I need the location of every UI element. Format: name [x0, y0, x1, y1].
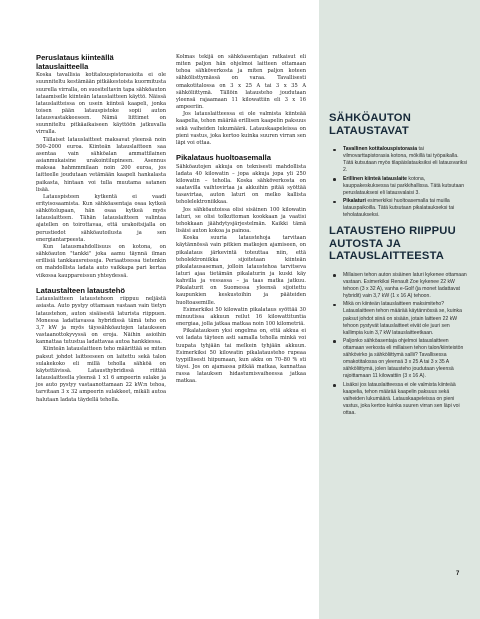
text-column-left	[36, 54, 166, 404]
paragraph: Koska tavallisia kotitalouspistorasioita ei ole suunniteltu kestämään pitkäkestoista kuormitusta suurella virralla, on suositeltavin tapa sähköauton lataamiselle kiinteän latauslaitteen käyttö. Näissä latauslaitteissa on usein kiinteä kaapeli, jonka toisen pään latauspistoke sopii auton latausvastakkeeseen. Nämä liittimet on suunniteltu pitkäaikaiseen käyttöön jatkuvalla virralla.	[36, 72, 166, 136]
list-item: Pikalaturi esimerkiksi huoltoasemalla tai muilla latauspaikoilla. Tätä kutsutaan pikalataukseksi tai teholataukseksi.	[329, 198, 470, 219]
paragraph: Pikalatauksen yksi ongelma on, että akkua ei voi ladata täyteen asti samalla teholla minkä voi tuupata tyhjään tai melkein tyhjään akkuun. Esimerkiksi 50 kilowatin pikalatausteho rupeaa tyypillisesti hiipumaan, kun akku on 70–80 % sti täysi. Jos on ajamassa pitkää matkaa, kannattaa rassa latauksen hidastumisvaiheessa jatkaa matkaa.	[176, 328, 306, 385]
sidebar-heading: SÄHKÖAUTON LATAUSTAVAT	[329, 112, 411, 137]
paragraph: Koska suuria lataustehoja tarvitaan käytännössä vain pitkien matkojen ajamiseen, on pikalataus järkevintä toteuttaa niin, että teholektroniikka sijoitetaan kiinteän pikalatausaseman, jolloin lataustehoa tarvitseva laturi ajaa tietämän pikalaturin ja kuski käy kahvilla ja vessassa – ja taas matka jatkuu. Pikalaturit on Suomessa yleensä sijoitettu kaupunkien keskustoihin ja pääteiden huoltoasemille.	[176, 235, 306, 306]
paragraph: Jos latauslaitteessa ei ole valmista kiinteää kaapelia, tehon määrää erillisen kaapelin paksuus sekä vaiheiden lukumäärä. Latauskaapeleissa on pieni vastus, joka kertoo kuinka suuren virran sen läpi voi ottaa.	[176, 111, 306, 146]
paragraph: Latauspisteen kytkentä ei vaadi erityisosaamista. Kun sähköasentaja osaa kytkeä sähkötolupaan, hän osaa kytkeä myös latauslaitteen. Tähän latauslaitteen valintaa ajatellen on toirottavaa, että urakoitsijalla on perustiedot sähköautoilusta ja sen energiantarpeesta.	[36, 193, 166, 243]
text-column-middle	[176, 54, 306, 385]
info-sidebar	[319, 0, 480, 619]
paragraph: Kiinteän latauslaitteen teho määrittää se miten paksut johdot laitteeseen on laitettu sekä talon sulakekoko eli millä teholla sähköä on käytettävissä. Latausthybridissä riittää latauslaitteella yleensä 1 x1 6 ampeerin sulake ja jos auto pystyy vastaanottamaan 22 kW:n tehoa, tarvitaan 3 x 32 ampeerin sulakkeet, mikäli autoa halutaan ladata täydellä teholla.	[36, 346, 166, 403]
section-heading: Lataustalteen lataustehö	[36, 285, 126, 295]
list-item: Paljonko sähköasentaja ohjelmoi latauslaitteen ottamaan verkosta eli millaisen tehon talon/kiinteistön sähkövirko ja sähköliittymä sallii? Tavallisessa omakotitalossa on yleensä 3 x 25 A tai 3 x 35 A sähköliittymä, jolen latausteho joudutaan yleensä rajoittamaan 11 kilowattiin (3 x 16 A).	[329, 338, 470, 381]
bullet-icon	[333, 274, 336, 277]
charging-power-box	[329, 225, 470, 418]
bullet-icon	[333, 384, 336, 387]
bullet-icon	[333, 178, 336, 181]
section-home-charging	[36, 54, 166, 280]
list-item: Erillinen kiinteä latauslaite kotona, kauppakeskuksessa tai parkkihallissa. Tätä kutsutaan peruslatauksesi eli latausvalaisi 3.	[329, 176, 470, 197]
charging-methods-box	[329, 112, 470, 221]
paragraph: Kun latausmahdollisuus on kotona, on sähköauton "tankki" joka aamu täynnä ilman erillisiä tankkausreissuja. Periaatteessa tietenkin on mahdollista ladata auto vaikkapa pari kertaa viikossa kauppareissun yhteydessä.	[36, 243, 166, 279]
bullet-icon	[333, 340, 336, 343]
paragraph: Jos sähköautoissa olisi sisäinen 100 kilowatin laturi, se olisi tolkuttoman kookkaan ja vaatisi tehokkaan jäähdytysjärjestelmän. Kaikki tämä lisäisi auton kokoa ja painoa.	[176, 206, 306, 235]
section-fast-charging	[176, 154, 306, 385]
paragraph: Tällaiset latauslaitteet maksavat yleensä noin 500–2000 euroa. Kiinteän latauslaitteen saa asentaa vain sähköalan ammattilainen asianmukaisine urakointilupineen. Asennus maksaa hahmmmilaan noin 200 euroa, jos laitteelle joudutaan vetämään kaapeli hankalasta paikasta, hintaan voi tulla muutama satanen lisää.	[36, 136, 166, 193]
bullet-icon	[333, 149, 336, 152]
bullet-icon	[333, 304, 336, 307]
paragraph: Sähköautojen akkuja on teknisesti mahdollista ladata 40 kilowatin – jopa akkuja jopa yli 250 kilowatin – teholla. Koska sähköverkosta on saatavilla vaihtovirtaa ja akkuihin pitää syöttää tasavirtaa, auton laturi on melko kallista teholelektroniikkaa.	[176, 163, 306, 206]
list-item: Mikä on kiinteän latauslaitteen maksimiteho? Latauslaitteen tehon määrää käytännössä se, kuinka paksut johdot siinä on sisään, jotain laitteen 22 kW tehoon pystyvät latauslaitteet eivät ole juuri sen kallimpia kuin 3,7 kW latauslaitteetkaan.	[329, 301, 470, 336]
section-continued	[176, 54, 306, 147]
list-item: Tavallinen kotitalouspistorasia tai vilmovarttapistorasia kotona, mökillä tai työpaikalla. Tätä kutsutaan myös tilapäislatauksiksi eli latausvariksi 2.	[329, 146, 470, 174]
sidebar-heading: LATAUSTEHO RIIPPUU AUTOSTA JA LATAUSLAITTEESTA	[329, 225, 456, 263]
section-heading: Peruslataus kiinteällä latauslaitteella	[36, 53, 114, 71]
charging-methods-list	[329, 146, 470, 219]
section-heading: Pikalataus huoltoasemalla	[176, 153, 271, 163]
list-item: Millaisen tehon auton sisäinen laturi kykenee ottamaan vastaan. Esimerkiksi Renault Zoe kykenee 22 kW tehoon (3 x 32 A), vanha e-Golf (ja monet ladattavat hybridit) vain 3,7 kW (1 x 16 A) tehoon.	[329, 272, 470, 300]
page-number: 7	[456, 571, 460, 577]
list-item: Lisäksi jos latauslaitteessa ei ole valmista kiinteää kaapelia, tehon määrää kaapelin paksuus sekä vaiheiden lukumäärä. Latauskaapeleissa on pieni vastus, joka kertoo kuinka suuren virran sen läpi voi ottaa.	[329, 382, 470, 417]
paragraph: Esimerkiksi 50 kilowatin pikalataus syöttää 30 minuutissa akkuun reilut 16 kilowattituntia energiaa, jolla jatkaa matkaa noin 100 kilometriä.	[176, 306, 306, 328]
paragraph: Kolmas tekijä on sähköasentajan ratkaisut eli miten paljon hän ohjelmoi laitteen ottamaan tehoa sähköverkosta ja miten paljon koteen sähkölisttymässä on varaa. Tavallisesti omakotitalossa on 3 x 25 A tai 3 x 35 A sähköliittymä. Tällöin latausteho joudutaan yleensä rajaamaan 11 kilowattiin eli 3 x 16 ampeeriin.	[176, 54, 306, 111]
paragraph: Latauslaitteen lataustehoon riippuu neljästä asiasta. Auto pystyy ottamaan vastaan vain tietyn lataustehon, auton sisäisestä laturista riippuen. Monessa ladattavassa hybridissä tämä teho on 3,7 kW ja myös täyssähköautojen lataukseen vastaanottokyvyssä on eroja. Näihin asioihin kannattaa tutustua ladattavaa autoa hankkiessa.	[36, 296, 166, 346]
section-charger-power	[36, 287, 166, 404]
bullet-icon	[333, 201, 336, 204]
charging-power-list	[329, 272, 470, 417]
